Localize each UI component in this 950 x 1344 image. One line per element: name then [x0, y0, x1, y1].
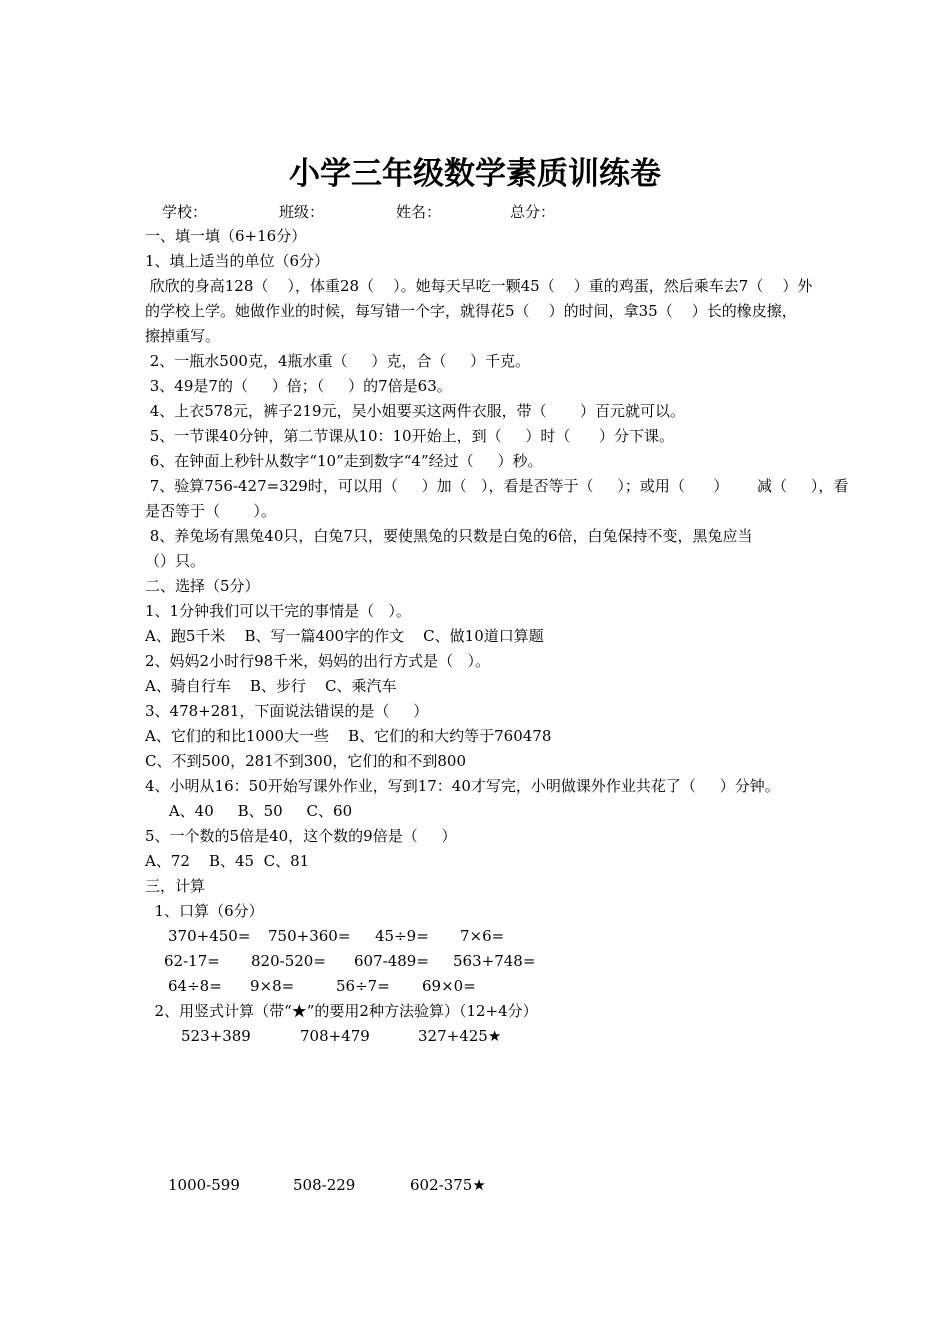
question-line: 2、妈妈2小时行98千米，妈妈的出行方式是（ ）。 — [145, 652, 490, 670]
oral-problem: 45÷9= — [375, 927, 429, 945]
vertical-problem: 602-375★ — [410, 1176, 486, 1194]
question-heading: 2、用竖式计算（带“★”的要用2种方法验算）（12+4分） — [145, 1002, 538, 1020]
question-line: 擦掉重写。 — [145, 327, 221, 345]
question-line: 5、一个数的5倍是40，这个数的9倍是（ ） — [145, 827, 457, 845]
oral-problem: 56÷7= — [336, 977, 390, 995]
vertical-problem: 708+479 — [300, 1027, 370, 1045]
oral-problem: 750+360= — [268, 927, 351, 945]
section-heading: 三，计算 — [145, 877, 206, 895]
vertical-problem: 327+425★ — [418, 1027, 502, 1045]
question-line: 7、验算756-427=329时，可以用（ ）加（ ），看是否等于（ ）；或用（ ） 减（ ），看 — [145, 477, 849, 495]
oral-problem: 607-489= — [354, 952, 429, 970]
oral-problem: 69×0= — [422, 977, 476, 995]
question-line: （）只。 — [145, 552, 206, 570]
oral-problem: 820-520= — [251, 952, 326, 970]
question-heading: 1、口算（6分） — [145, 902, 264, 920]
total-score-field-label: 总分： — [510, 203, 556, 221]
question-line: 6、在钟面上秒针从数字“10”走到数字“4”经过（ ）秒。 — [145, 452, 543, 470]
section-heading: 二、选择（5分） — [145, 577, 260, 595]
question-line: 2、一瓶水500克，4瓶水重（ ）克，合（ ）千克。 — [145, 352, 531, 370]
question-line: 4、小明从16：50开始写课外作业，写到17：40才写完，小明做课外作业共花了（ ）分钟。 — [145, 777, 780, 795]
option-line: A、72 B、45 C、81 — [145, 852, 310, 870]
option-line: A、骑自行车 B、步行 C、乘汽车 — [145, 677, 397, 695]
question-line: 4、上衣578元，裤子219元，吴小姐要买这两件衣服，带（ ）百元就可以。 — [145, 402, 685, 420]
question-line: 1、1分钟我们可以干完的事情是（ ）。 — [145, 602, 411, 620]
question-line: 8、养兔场有黑兔40只，白兔7只，要使黑兔的只数是白兔的6倍，白兔保持不变，黑兔应当 — [145, 527, 753, 545]
vertical-problem: 1000-599 — [168, 1176, 240, 1194]
oral-problem: 64÷8= — [168, 977, 222, 995]
option-line: A、跑5千米 B、写一篇400字的作文 C、做10道口算题 — [145, 627, 544, 645]
oral-problem: 62-17= — [164, 952, 220, 970]
option-line: A、40 B、50 C、60 — [145, 802, 353, 820]
page-title: 小学三年级数学素质训练卷 — [289, 156, 661, 192]
vertical-problem: 523+389 — [181, 1027, 251, 1045]
vertical-problem: 508-229 — [293, 1176, 356, 1194]
option-line: C、不到500，281不到300，它们的和不到800 — [145, 752, 466, 770]
oral-problem: 370+450= — [168, 927, 251, 945]
question-line: 是否等于（ ）。 — [145, 502, 276, 520]
name-field-label: 姓名： — [396, 203, 442, 221]
question-line: 的学校上学。她做作业的时候，每写错一个字，就得花5（ ）的时间，拿35（ ）长的橡皮擦， — [145, 302, 797, 320]
question-line: 3、478+281，下面说法错误的是（ ） — [145, 702, 429, 720]
oral-problem: 9×8= — [250, 977, 295, 995]
question-heading: 1、填上适当的单位（6分） — [145, 252, 330, 270]
oral-problem: 7×6= — [460, 927, 505, 945]
section-heading: 一、填一填（6+16分） — [145, 227, 307, 245]
school-field-label: 学校： — [162, 203, 208, 221]
question-line: 欣欣的身高128（ ），体重28（ ）。她每天早吃一颗45（ ）重的鸡蛋，然后乘车去7（ ）外 — [145, 277, 813, 295]
oral-problem: 563+748= — [453, 952, 536, 970]
option-line: A、它们的和比1000大一些 B、它们的和大约等于760478 — [145, 727, 552, 745]
question-line: 3、49是7的（ ）倍；（ ）的7倍是63。 — [145, 377, 452, 395]
question-line: 5、一节课40分钟，第二节课从10：10开始上，到（ ）时（ ）分下课。 — [145, 427, 675, 445]
class-field-label: 班级： — [279, 203, 325, 221]
